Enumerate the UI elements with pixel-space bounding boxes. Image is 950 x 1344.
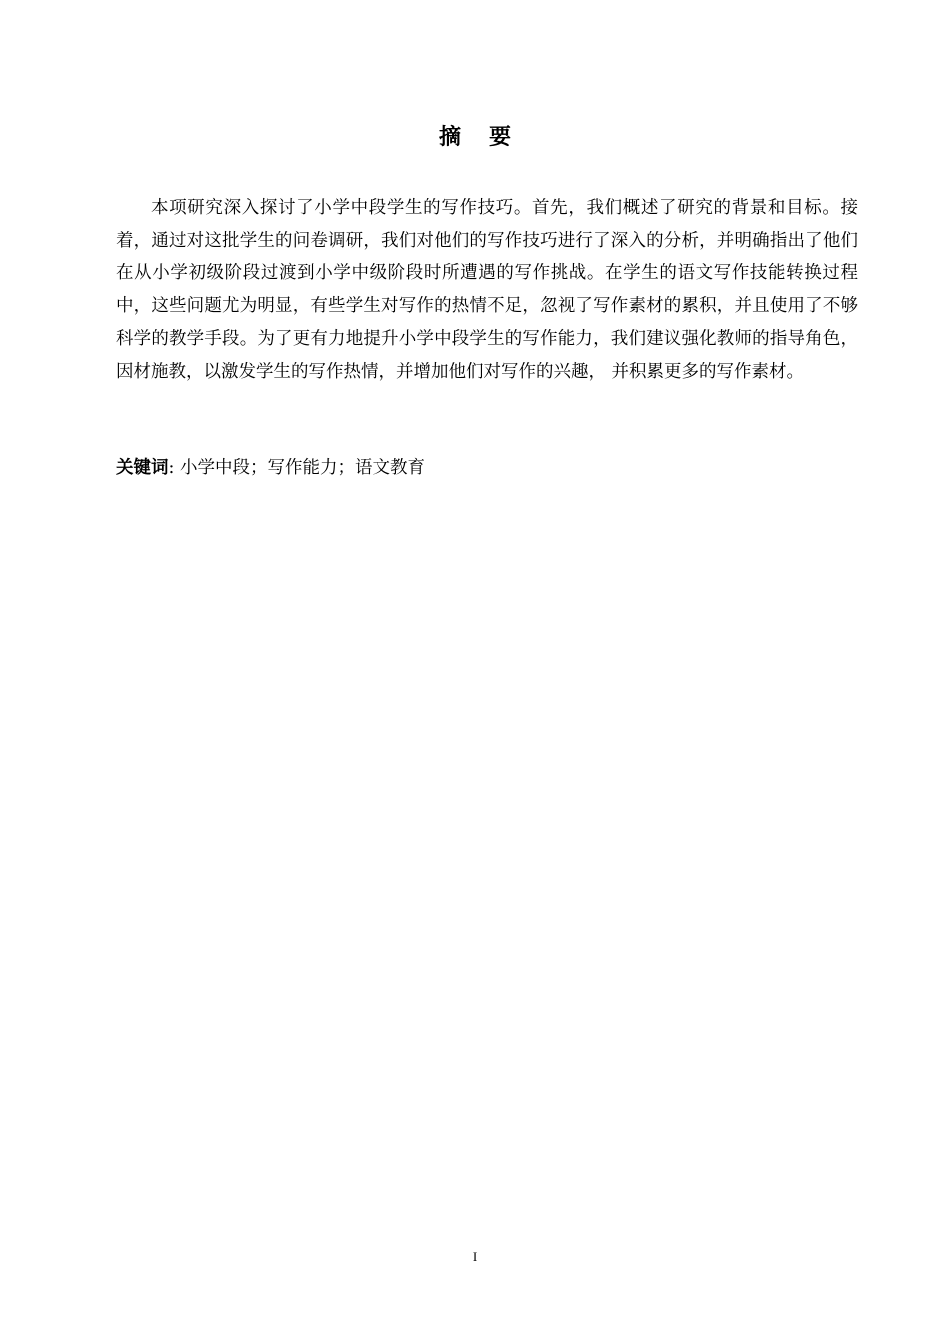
page-number: I bbox=[472, 1249, 478, 1264]
title-char-2: 要 bbox=[489, 125, 512, 150]
keywords-label: 关键词 bbox=[116, 458, 169, 478]
abstract-paragraph: 本项研究深入探讨了小学中段学生的写作技巧。首先，我们概述了研究的背景和目标。接着，通过对这批学生的问卷调研，我们对他们的写作技巧进行了深入的分析，并明确指出了他们在从小学初级阶段过渡到小学中级阶段时所遭遇的写作挑战。在学生的语文写作技能转换过程中，这些问题尤为明显，有些学生对写作的热情不足，忽视了写作素材的累积，并且使用了不够科学的教学手段。为了更有力地提升小学中段学生的写作能力，我们建议强化教师的指导角色，因材施教，以激发学生的写作热情，并增加他们对写作的兴趣， 并积累更多的写作素材。 bbox=[116, 198, 858, 382]
keywords-separator: : bbox=[168, 458, 175, 478]
keywords-values: 小学中段；写作能力；语文教育 bbox=[179, 458, 425, 478]
keywords-line bbox=[116, 452, 858, 484]
title-char-1: 摘 bbox=[438, 125, 461, 150]
abstract-title bbox=[0, 122, 950, 154]
